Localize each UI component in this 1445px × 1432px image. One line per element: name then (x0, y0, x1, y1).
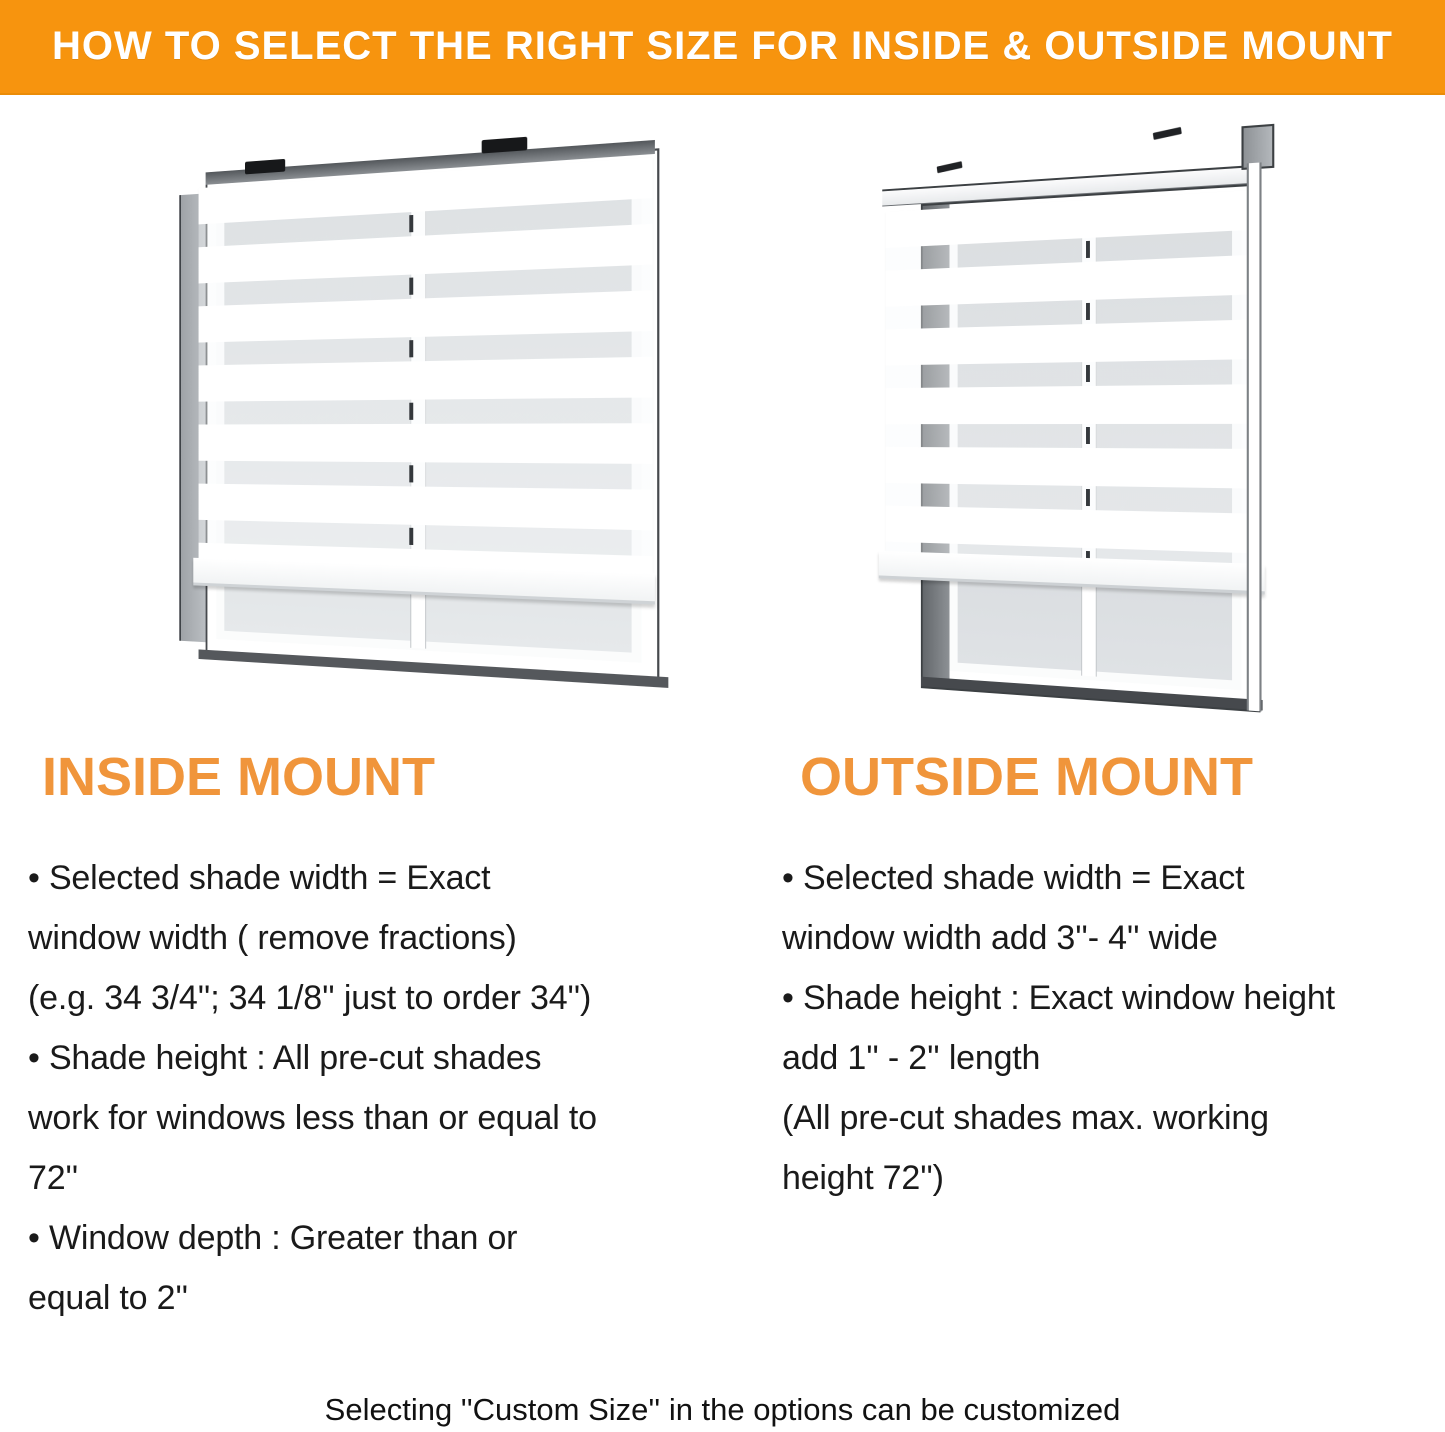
mount-bracket-icon (937, 161, 963, 173)
zebra-shade (199, 157, 653, 573)
zebra-shade (886, 190, 1257, 564)
bullet-line: • Selected shade width = Exact (28, 859, 491, 897)
bullet-line: • Selected shade width = Exact (782, 859, 1245, 897)
bullet-line: • Window depth : Greater than or (28, 1219, 518, 1257)
bullet-line: work for windows less than or equal to (28, 1099, 597, 1137)
bullet-line: (e.g. 34 3/4''; 34 1/8'' just to order 34'') (28, 979, 592, 1017)
inside-mount-window-illustration (90, 140, 665, 730)
inside-mount-heading: INSIDE MOUNT (42, 747, 436, 807)
bullet-line: height 72'') (782, 1159, 944, 1197)
window-side-rail (1247, 162, 1262, 711)
bullet-line: window width ( remove fractions) (28, 919, 517, 957)
bullet-line: • Shade height : All pre-cut shades (28, 1039, 542, 1077)
header-banner (0, 0, 1445, 95)
bullet-line: window width add 3''- 4'' wide (782, 919, 1218, 957)
outside-mount-perspective (872, 92, 1330, 762)
shade-center-ticks (409, 174, 413, 566)
banner-title: HOW TO SELECT THE RIGHT SIZE FOR INSIDE & OUTSIDE MOUNT (52, 24, 1393, 68)
inside-mount-instructions (28, 848, 758, 1328)
outside-mount-instructions (782, 848, 1432, 1208)
bullet-line: 72'' (28, 1159, 79, 1197)
shade-center-ticks (1086, 200, 1090, 558)
bullet-line: equal to 2'' (28, 1279, 188, 1317)
bullet-line: (All pre-cut shades max. working (782, 1099, 1269, 1137)
custom-size-note: Selecting ''Custom Size'' in the options can be customized (324, 1392, 1121, 1427)
mount-bracket-icon (1153, 127, 1182, 140)
bullet-line: • Shade height : Exact window height (782, 979, 1335, 1017)
bullet-line: add 1'' - 2'' length (782, 1039, 1041, 1077)
outside-mount-window-illustration (852, 112, 1322, 742)
outside-mount-heading: OUTSIDE MOUNT (800, 747, 1253, 807)
inside-mount-perspective (118, 117, 679, 754)
